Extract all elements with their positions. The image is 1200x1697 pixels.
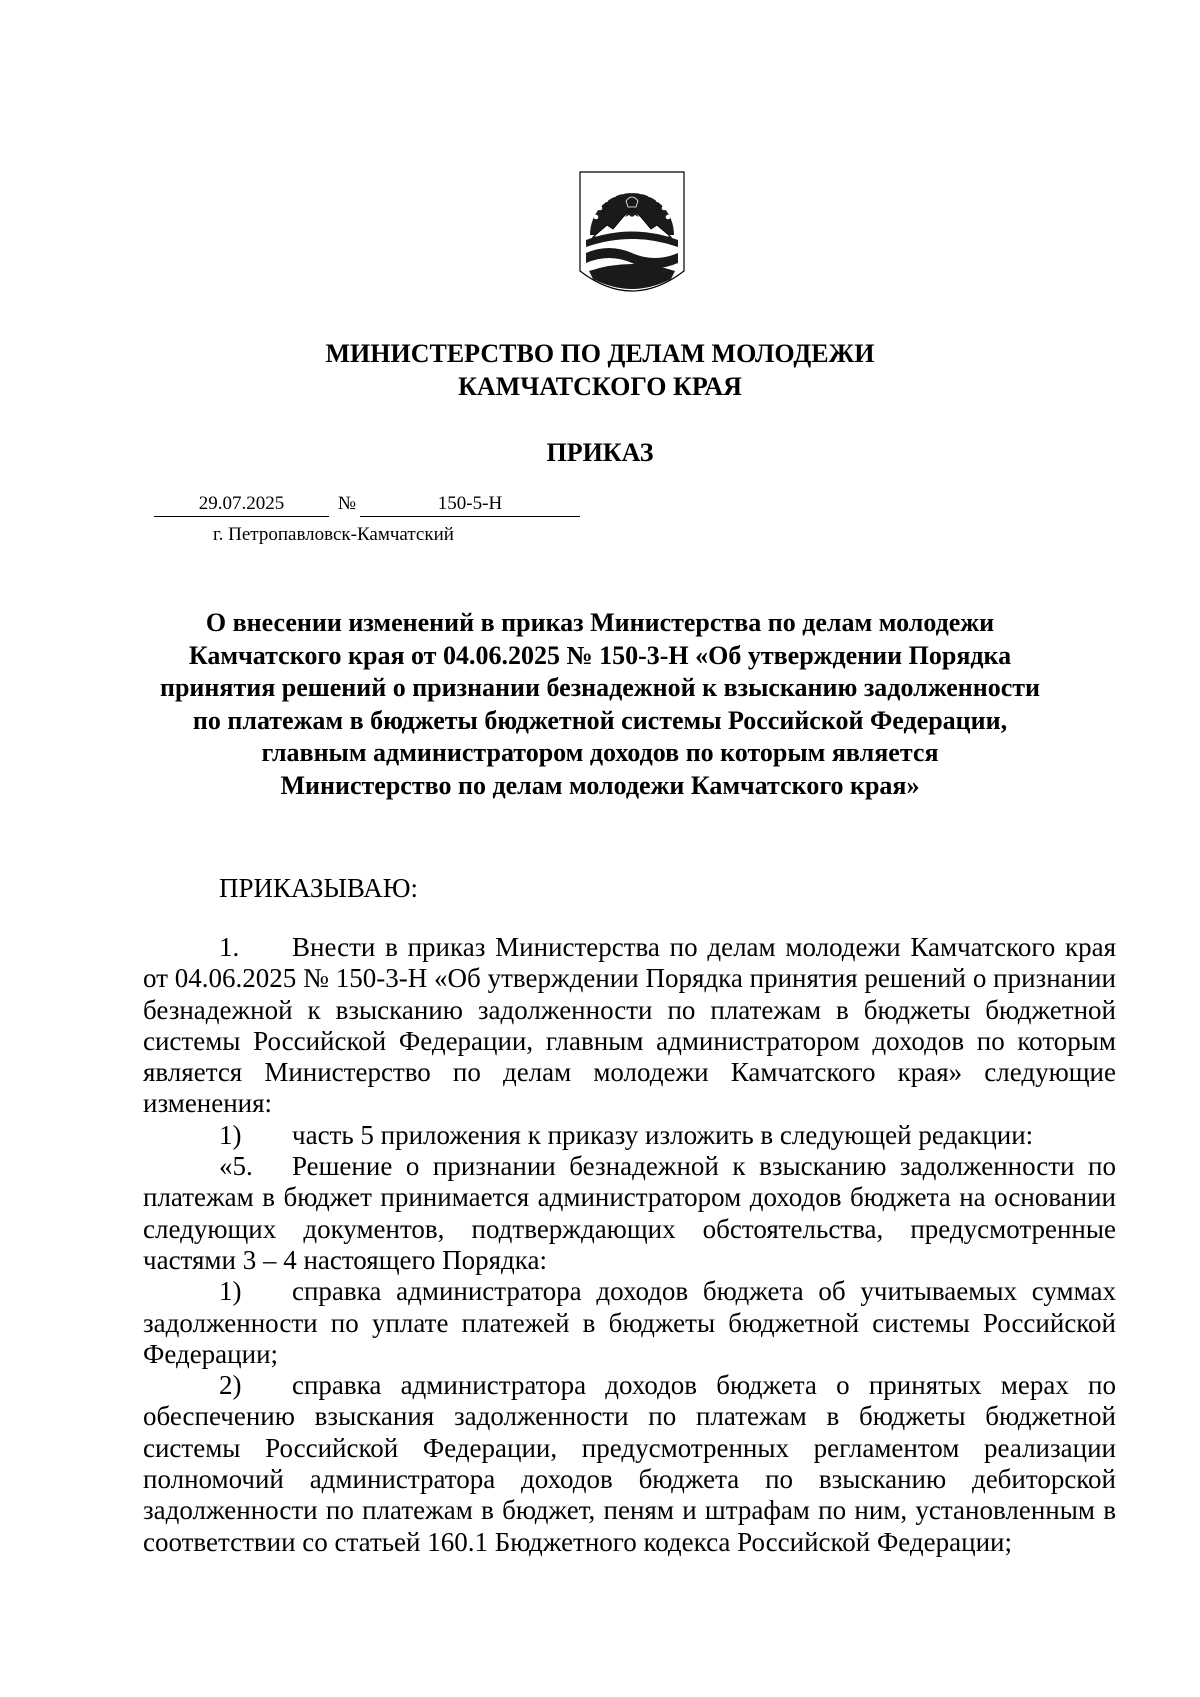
paragraph-text: справка администратора доходов бюджета о принятых мерах по обеспечению взыскания задолженности по платежам в бюджеты бюджетной системы Российской Федерации, предусмотренных регламентом реализации полномочий администратора доходов бюджета по взысканию дебиторской задолженности по платежам в бюджет, пеням и штрафам по ним, установленным в соответствии со статьей 160.1 Бюджетного кодекса Российской Федерации; (143, 1370, 1116, 1557)
order-body (143, 932, 1116, 1558)
city-name: г. Петропавловск-Камчатский (213, 524, 454, 545)
paragraph-text: Внести в приказ Министерства по делам молодежи Камчатского края от 04.06.2025 № 150-3-Н «Об утверждении Порядка принятия решений о признании безнадежной к взысканию задолженности по платежам в бюджеты бюджетной системы Российской Федерации, главным администратором доходов по которым является Министерство по делам молодежи Камчатского края» следующие изменения: (143, 932, 1116, 1119)
paragraph-5 (143, 1370, 1116, 1558)
ministry-name-line1: МИНИСТЕРСТВО ПО ДЕЛАМ МОЛОДЕЖИ (325, 339, 875, 368)
ministry-name-line2: КАМЧАТСКОГО КРАЯ (458, 372, 742, 401)
paragraph-number: 1) (219, 1276, 242, 1307)
orders-heading: ПРИКАЗЫВАЮ: (219, 873, 418, 903)
subject-line: Министерство по делам молодежи Камчатского края» (280, 770, 920, 800)
subject-line: Камчатского края от 04.06.2025 № 150-3-Н «Об утверждении Порядка (188, 640, 1012, 670)
paragraph-text: часть 5 приложения к приказу изложить в следующей редакции: (292, 1119, 1034, 1150)
subject-line: принятия решений о признании безнадежной к взысканию задолженности (159, 673, 1040, 702)
paragraph-2 (143, 1120, 1116, 1151)
paragraph-number: 2) (219, 1370, 242, 1401)
subject-line: по платежам в бюджеты бюджетной системы Российской Федерации, (192, 705, 1008, 735)
document-type: ПРИКАЗ (546, 438, 654, 467)
paragraph-4 (143, 1276, 1116, 1370)
paragraph-number: «5. (219, 1151, 253, 1182)
coat-of-arms-icon (579, 171, 685, 293)
registration-line (154, 491, 580, 518)
paragraph-1 (143, 932, 1116, 1120)
paragraph-text: справка администратора доходов бюджета об учитываемых суммах задолженности по уплате платежей в бюджеты бюджетной системы Российской Федерации; (143, 1276, 1116, 1369)
ministry-name (0, 337, 1200, 403)
number-sign: № (337, 493, 357, 514)
subject-line: главным администратором доходов по которым является (261, 738, 939, 767)
paragraph-number: 1) (219, 1119, 242, 1150)
order-date: 29.07.2025 (154, 491, 329, 517)
paragraph-3 (143, 1151, 1116, 1276)
paragraph-number: 1. (219, 932, 240, 962)
order-number: 150-5-Н (360, 491, 580, 517)
subject-line: О внесении изменений в приказ Министерства по делам молодежи (205, 608, 995, 637)
order-subject (120, 607, 1080, 802)
paragraph-text: Решение о признании безнадежной к взысканию задолженности по платежам в бюджет принимается администратором доходов бюджета на основании следующих документов, подтверждающих обстоятельства, предусмотренные частями 3 – 4 настоящего Порядка: (143, 1151, 1116, 1275)
